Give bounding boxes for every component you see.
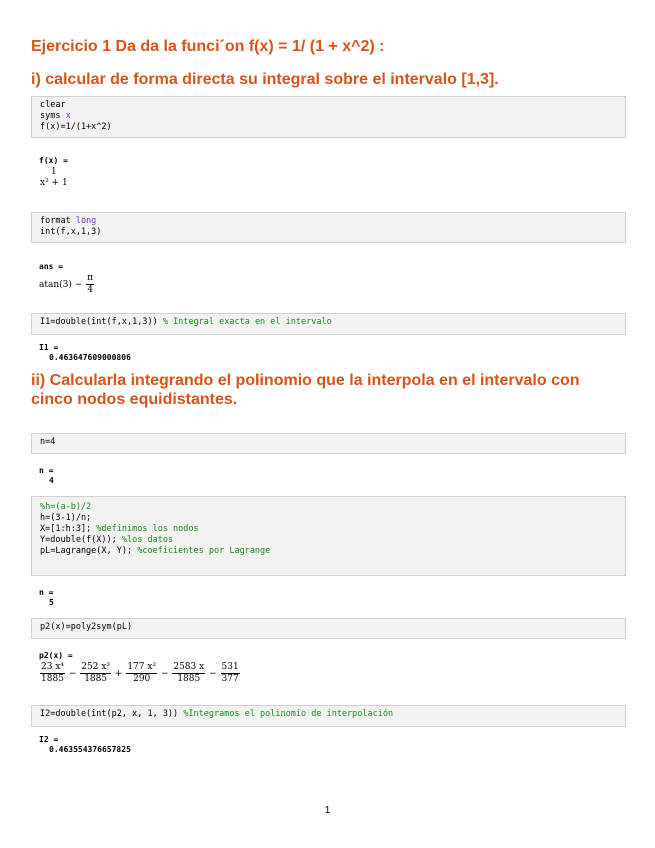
output-math-p2 <box>39 662 241 685</box>
output-math-ans <box>39 273 95 296</box>
output-label: ans = <box>39 262 64 271</box>
operator: − <box>160 669 169 679</box>
operator: − <box>68 669 77 679</box>
code-comment: % Integral exacta en el intervalo <box>162 317 332 327</box>
code-line: int(f,x,1,3) <box>40 227 102 237</box>
code-comment: %coeficientes por Lagrange <box>137 546 271 556</box>
numerator: 252 x³ <box>81 662 111 672</box>
code-line: I1=double(int(f,x,1,3)) <box>40 317 163 327</box>
fraction <box>80 662 111 685</box>
denominator: 1885 <box>41 674 64 684</box>
code-line: p2(x)=poly2sym(pL) <box>40 622 133 632</box>
code-block-5 <box>31 496 626 576</box>
code-line: format <box>40 216 76 226</box>
numerator: π <box>87 273 94 283</box>
output-value: 4 <box>49 476 54 485</box>
fraction <box>126 662 157 685</box>
code-line: Y=double(f(X)); <box>40 535 122 545</box>
output-value: 5 <box>49 598 54 607</box>
code-line: X=[1:h:3]; <box>40 524 97 534</box>
code-comment: %Integramos el polinomio de interpolación <box>183 709 394 719</box>
code-line: pL=Lagrange(X, Y); <box>40 546 138 556</box>
numerator: 177 x² <box>127 662 157 672</box>
code-block-6 <box>31 618 626 639</box>
code-keyword: x <box>65 111 71 121</box>
code-line: f(x)=1/(1+x^2) <box>40 122 112 132</box>
code-comment: %los datos <box>121 535 174 545</box>
code-line: clear <box>40 100 66 110</box>
fraction <box>172 662 205 685</box>
code-line: n=4 <box>40 437 56 447</box>
fraction <box>221 662 240 685</box>
denominator: x² + 1 <box>40 178 68 188</box>
code-line: syms <box>40 111 66 121</box>
code-comment: %definimos los nodos <box>96 524 199 534</box>
denominator: 1885 <box>84 674 108 684</box>
code-line: h=(3-1)/n; <box>40 513 92 523</box>
math-expression: atan(3) − <box>39 280 83 290</box>
code-block-3 <box>31 313 626 335</box>
fraction <box>86 273 94 296</box>
denominator: 4 <box>87 285 93 295</box>
code-block-7 <box>31 705 626 727</box>
code-comment: %h=(a-b)/2 <box>40 502 92 512</box>
code-block-2 <box>31 212 626 243</box>
code-keyword: long <box>75 216 97 226</box>
section-heading-1: i) calcular de forma directa su integral sobre el intervalo [1,3]. <box>31 71 499 88</box>
operator: − <box>209 669 217 679</box>
fraction <box>40 167 68 189</box>
denominator: 1885 <box>177 674 201 684</box>
fraction <box>40 662 65 685</box>
denominator: 290 <box>133 674 151 684</box>
output-label: I1 = <box>39 343 59 352</box>
output-math-f <box>39 167 69 189</box>
operator: + <box>114 669 123 679</box>
output-label: I2 = <box>39 735 59 744</box>
numerator: 2583 x <box>173 662 205 672</box>
numerator: 23 x⁴ <box>41 662 64 672</box>
output-value: 0.463554376657825 <box>49 745 131 754</box>
code-block-1 <box>31 96 626 138</box>
output-value: 0.463647609000806 <box>49 353 131 362</box>
output-label: f(x) = <box>39 156 68 165</box>
output-label: n = <box>39 588 54 597</box>
numerator: 1 <box>50 167 57 177</box>
code-line: I2=double(int(p2, x, 1, 3)) <box>40 709 184 719</box>
code-block-4 <box>31 433 626 454</box>
section-heading-2: ii) Calcularla integrando el polinomio que la interpola en el intervalo con cinco nodos equidistantes. <box>31 372 580 408</box>
denominator: 377 <box>221 674 239 684</box>
page-number: 1 <box>324 805 331 816</box>
output-label: p2(x) = <box>39 651 73 660</box>
output-label: n = <box>39 466 54 475</box>
numerator: 531 <box>221 662 239 672</box>
exercise-title: Ejercicio 1 Da da la funci´on f(x) = 1/ (1 + x^2) : <box>31 38 385 55</box>
